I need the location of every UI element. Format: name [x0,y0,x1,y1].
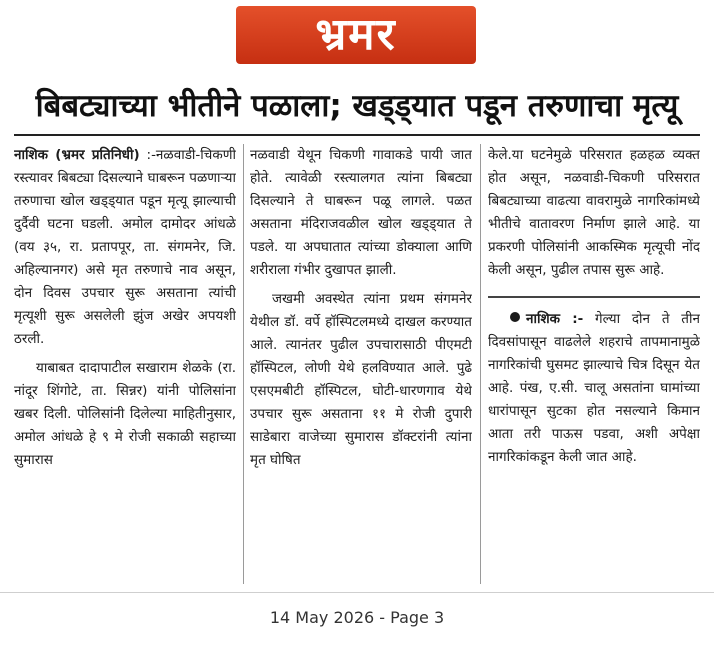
column-divider [480,144,481,584]
brief-dateline: नाशिक :- [526,311,584,327]
bullet-icon [510,312,520,322]
article-paragraph: केले.या घटनेमुळे परिसरात हळहळ व्यक्त होत असून, नळवाडी-चिकणी परिसरात बिबट्याच्या वाढत्या वावरामुळे नागरिकांमध्ये भीतीचे वातावरण निर्माण झाले आहे. या प्रकरणी पोलिसांनी आकस्मिक मृत्यूची नोंद केली असून, पुढील तपास सुरू आहे. [488,147,700,278]
article-headline: बिबट्याच्या भीतीने पळाला; खड्ड्यात पडून तरुणाचा मृत्यू [35,88,679,124]
headline-rule [14,134,700,136]
page-bottom-rule [0,592,714,593]
article-dateline: नाशिक (भ्रमर प्रतिनिधी) [14,147,140,163]
brief-text: गेल्या दोन ते तीन दिवसांपासून वाढलेले शहराचे तापमानामुळे नागरिकांची घुसमट झाल्याचे चित्र दिसून येत आहे. पंख, ए.सी. चालू असतांना घामांच्या धारांपासून सुटका होत नसल्याने किमान आता तरी पाऊस पडवा, अशी अपेक्षा नागरिकांकडून केली जात आहे. [488,311,700,465]
logo-text: भ्रमर [315,9,397,60]
article-paragraph: जखमी अवस्थेत त्यांना प्रथम संगमनेर येथील डॉ. वर्पे हॉस्पिटलमध्ये दाखल करण्यात आले. त्यानंतर पुढील उपचारासाठी पीएमटी हॉस्पिटल, लोणी येथे हलविण्यात आले. पुढे एसएमबीटी हॉस्पिटल, घोटी-धारणगाव येथे उपचार सुरू असताना ११ मे रोजी दुपारी साडेबारा वाजेच्या सुमारास डॉक्टरांनी त्यांना मृत घोषित [250,291,472,468]
article-paragraph: याबाबत दादापाटील सखाराम शेळके (रा. नांदूर शिंगोटे, ता. सिन्नर) यांनी पोलिसांना खबर दिली. पोलिसांनी दिलेल्या माहितीनुसार, अमोल आंधळे हे ९ मे रोजी सकाळी सहाच्या सुमारास [14,360,236,468]
brief-separator [488,296,700,298]
article-column-3 [488,144,700,590]
masthead [0,0,714,72]
article-lead: :-नळवाडी-चिकणी रस्त्यावर बिबट्या दिसल्याने घाबरून पळणाऱ्या तरुणाचा खोल खड्ड्यात पडून मृत्यू झाल्याची दुर्दैवी घटना घडली. अमोल दामोदर आंधळे (वय ३५, रा. प्रतापपूर, ता. संगमनेर, जि. अहिल्यानगर) असे मृत तरुणाचे नाव असून, दोन दिवस उपचार सुरू असताना त्यांची मृत्यूशी सुरू असलेली झुंज अखेर अपयशी ठरली. [14,147,236,347]
page-footer: 14 May 2026 - Page 3 [269,608,445,627]
article-paragraph [14,144,236,351]
column-divider [243,144,244,584]
newspaper-logo [236,6,476,64]
article-paragraph: नळवाडी येथून चिकणी गावाकडे पायी जात होते. त्यावेळी रस्त्यालगत त्यांना बिबट्या दिसल्याने ते घाबरून पळू लागले. पळत असताना मंदिराजवळील खोल खड्ड्यात ते पडले. या अपघातात त्यांच्या डोक्याला आणि शरीराला गंभीर दुखापत झाली. [250,147,472,278]
article-column-2 [250,144,472,590]
article-column-1 [14,144,236,590]
news-brief [488,308,700,469]
